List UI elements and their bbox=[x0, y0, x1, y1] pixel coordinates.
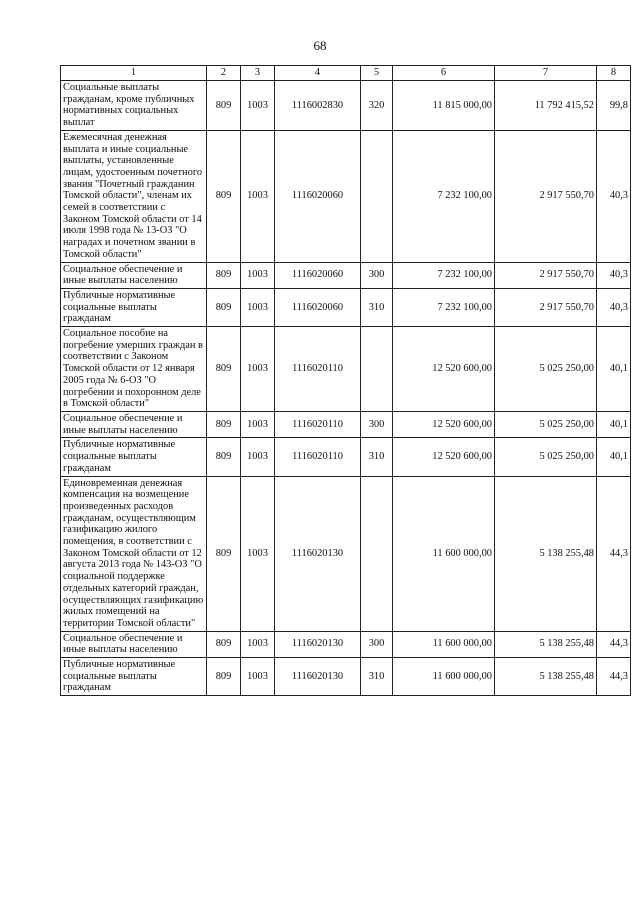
column-header: 1 bbox=[61, 66, 207, 81]
target-article-code: 1116020110 bbox=[275, 438, 361, 476]
row-name: Социальное обеспечение и иные выплаты населению bbox=[61, 262, 207, 288]
execution-percent: 40,1 bbox=[597, 411, 631, 437]
actual-amount: 2 917 550,70 bbox=[495, 262, 597, 288]
row-name: Единовременная денежная компенсация на возмещение произведенных расходов гражданам, осуществляющим газификацию жилого помещения, в соответствии с Законом Томской области от 12 августа 2013 года № 143-ОЗ "О социальной поддержке отдельных категорий граждан, осуществляющих газификацию жилых помещений на территории Томской области" bbox=[61, 476, 207, 631]
execution-percent: 44,3 bbox=[597, 476, 631, 631]
section-code: 1003 bbox=[241, 327, 275, 412]
plan-amount: 7 232 100,00 bbox=[393, 288, 495, 326]
plan-amount: 7 232 100,00 bbox=[393, 130, 495, 262]
target-article-code: 1116020130 bbox=[275, 658, 361, 696]
row-name: Публичные нормативные социальные выплаты гражданам bbox=[61, 438, 207, 476]
actual-amount: 5 025 250,00 bbox=[495, 327, 597, 412]
expense-type-code: 300 bbox=[361, 411, 393, 437]
execution-percent: 40,3 bbox=[597, 130, 631, 262]
expense-type-code bbox=[361, 130, 393, 262]
actual-amount: 5 138 255,48 bbox=[495, 658, 597, 696]
ministry-code: 809 bbox=[207, 327, 241, 412]
execution-percent: 40,3 bbox=[597, 288, 631, 326]
section-code: 1003 bbox=[241, 658, 275, 696]
execution-percent: 44,3 bbox=[597, 631, 631, 657]
execution-percent: 40,3 bbox=[597, 262, 631, 288]
section-code: 1003 bbox=[241, 411, 275, 437]
expense-type-code: 300 bbox=[361, 262, 393, 288]
execution-percent: 44,3 bbox=[597, 658, 631, 696]
table-row bbox=[61, 411, 631, 437]
target-article-code: 1116020110 bbox=[275, 327, 361, 412]
section-code: 1003 bbox=[241, 262, 275, 288]
execution-percent: 40,1 bbox=[597, 327, 631, 412]
ministry-code: 809 bbox=[207, 411, 241, 437]
table-body bbox=[61, 81, 631, 696]
section-code: 1003 bbox=[241, 631, 275, 657]
plan-amount: 12 520 600,00 bbox=[393, 411, 495, 437]
column-header: 6 bbox=[393, 66, 495, 81]
expense-type-code: 320 bbox=[361, 81, 393, 131]
budget-table bbox=[60, 65, 631, 696]
column-header: 3 bbox=[241, 66, 275, 81]
expense-type-code: 300 bbox=[361, 631, 393, 657]
table-row bbox=[61, 658, 631, 696]
target-article-code: 1116020060 bbox=[275, 130, 361, 262]
row-name: Ежемесячная денежная выплата и иные социальные выплаты, установленные лицам, удостоенным почетного звания "Почетный гражданин Томской области", членам их семей в соответствии с Законом Томской области от 14 июля 1998 года № 13-ОЗ "О наградах и почетном звании в Томской области" bbox=[61, 130, 207, 262]
target-article-code: 1116020130 bbox=[275, 476, 361, 631]
row-name: Публичные нормативные социальные выплаты гражданам bbox=[61, 288, 207, 326]
table-row bbox=[61, 631, 631, 657]
expense-type-code: 310 bbox=[361, 658, 393, 696]
section-code: 1003 bbox=[241, 476, 275, 631]
section-code: 1003 bbox=[241, 81, 275, 131]
row-name: Социальные выплаты гражданам, кроме публичных нормативных социальных выплат bbox=[61, 81, 207, 131]
target-article-code: 1116020060 bbox=[275, 262, 361, 288]
plan-amount: 11 600 000,00 bbox=[393, 476, 495, 631]
execution-percent: 40,1 bbox=[597, 438, 631, 476]
expense-type-code: 310 bbox=[361, 438, 393, 476]
column-header: 5 bbox=[361, 66, 393, 81]
target-article-code: 1116002830 bbox=[275, 81, 361, 131]
row-name: Социальное обеспечение и иные выплаты населению bbox=[61, 631, 207, 657]
plan-amount: 11 600 000,00 bbox=[393, 658, 495, 696]
ministry-code: 809 bbox=[207, 476, 241, 631]
table-row bbox=[61, 288, 631, 326]
expense-type-code: 310 bbox=[361, 288, 393, 326]
table-row bbox=[61, 130, 631, 262]
actual-amount: 2 917 550,70 bbox=[495, 288, 597, 326]
target-article-code: 1116020110 bbox=[275, 411, 361, 437]
table-row bbox=[61, 262, 631, 288]
target-article-code: 1116020060 bbox=[275, 288, 361, 326]
table-row bbox=[61, 327, 631, 412]
row-name: Публичные нормативные социальные выплаты гражданам bbox=[61, 658, 207, 696]
ministry-code: 809 bbox=[207, 631, 241, 657]
actual-amount: 2 917 550,70 bbox=[495, 130, 597, 262]
table-row bbox=[61, 476, 631, 631]
section-code: 1003 bbox=[241, 438, 275, 476]
ministry-code: 809 bbox=[207, 288, 241, 326]
actual-amount: 5 138 255,48 bbox=[495, 631, 597, 657]
expense-type-code bbox=[361, 476, 393, 631]
plan-amount: 12 520 600,00 bbox=[393, 327, 495, 412]
actual-amount: 11 792 415,52 bbox=[495, 81, 597, 131]
target-article-code: 1116020130 bbox=[275, 631, 361, 657]
column-header: 4 bbox=[275, 66, 361, 81]
header-row bbox=[61, 66, 631, 81]
column-header: 8 bbox=[597, 66, 631, 81]
execution-percent: 99,8 bbox=[597, 81, 631, 131]
column-header: 7 bbox=[495, 66, 597, 81]
column-header: 2 bbox=[207, 66, 241, 81]
actual-amount: 5 138 255,48 bbox=[495, 476, 597, 631]
ministry-code: 809 bbox=[207, 130, 241, 262]
plan-amount: 7 232 100,00 bbox=[393, 262, 495, 288]
plan-amount: 11 815 000,00 bbox=[393, 81, 495, 131]
ministry-code: 809 bbox=[207, 81, 241, 131]
row-name: Социальное пособие на погребение умерших граждан в соответствии с Законом Томской области от 12 января 2005 года № 6-ОЗ "О погребении и похоронном деле в Томской области" bbox=[61, 327, 207, 412]
table-row bbox=[61, 81, 631, 131]
plan-amount: 12 520 600,00 bbox=[393, 438, 495, 476]
section-code: 1003 bbox=[241, 130, 275, 262]
actual-amount: 5 025 250,00 bbox=[495, 438, 597, 476]
actual-amount: 5 025 250,00 bbox=[495, 411, 597, 437]
page-number: 68 bbox=[313, 38, 327, 53]
row-name: Социальное обеспечение и иные выплаты населению bbox=[61, 411, 207, 437]
ministry-code: 809 bbox=[207, 658, 241, 696]
ministry-code: 809 bbox=[207, 438, 241, 476]
expense-type-code bbox=[361, 327, 393, 412]
section-code: 1003 bbox=[241, 288, 275, 326]
table-row bbox=[61, 438, 631, 476]
plan-amount: 11 600 000,00 bbox=[393, 631, 495, 657]
ministry-code: 809 bbox=[207, 262, 241, 288]
